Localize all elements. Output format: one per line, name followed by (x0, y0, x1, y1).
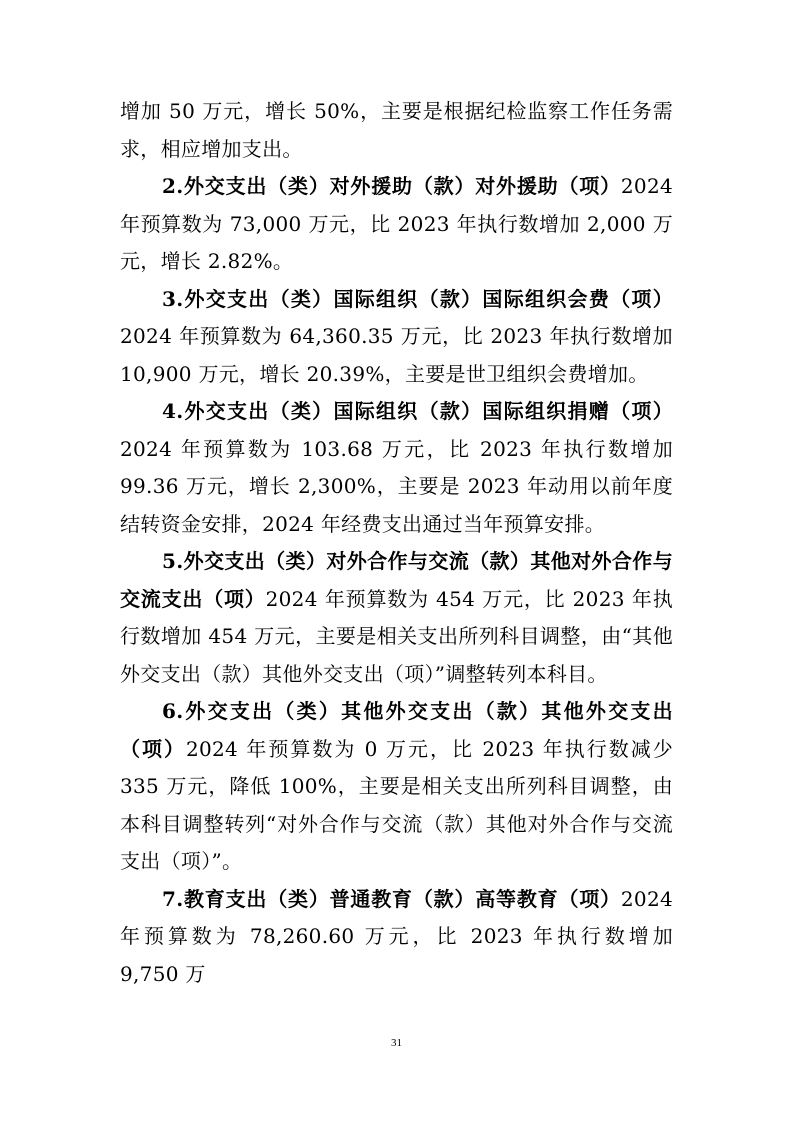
paragraph-continuation (120, 93, 673, 168)
paragraph-text: 2024年预算数为 78,260.60 万元，比 2023 年执行数增加 9,750 万 (120, 886, 673, 986)
paragraph-higher-education (120, 881, 673, 994)
paragraph-text: 2024 年预算数为 64,360.35 万元，比 2023 年执行数增加 10,900 万元，增长 20.39%，主要是世卫组织会费增加。 (120, 324, 673, 386)
paragraph-text: 2024 年预算数为 454 万元，比 2023 年执行数增加 454 万元，主要是相关支出所列科目调整，由“其他外交支出（款）其他外交支出（项）”调整转列本科目。 (120, 586, 674, 686)
paragraph-heading: 4.外交支出（类）国际组织（款）国际组织捐赠（项） (162, 399, 673, 423)
paragraph-other-diplomatic (120, 693, 673, 881)
paragraph-heading: 2.外交支出（类）对外援助（款）对外援助（项） (162, 174, 621, 198)
paragraph-intl-org-fees (120, 281, 673, 394)
paragraph-intl-org-donation (120, 393, 673, 543)
paragraph-heading: 6.外交支出（类）其他外交支出（款）其他外交支出（项） (120, 699, 673, 761)
paragraph-external-cooperation (120, 543, 673, 693)
page-number: 31 (391, 1037, 402, 1049)
paragraph-text: 2024 年预算数为 103.68 万元，比 2023 年执行数增加 99.36 万元，增长 2,300%，主要是 2023 年动用以前年度结转资金安排，2024 年经费支出通过当年预算安排。 (120, 436, 673, 536)
paragraph-heading: 5.外交支出（类）对外合作与交流（款）其他对外合作与交流支出（项） (120, 549, 673, 611)
paragraph-text: 增加 50 万元，增长 50%，主要是根据纪检监察工作任务需求，相应增加支出。 (120, 99, 673, 161)
paragraph-text: 2024 年预算数为 0 万元，比 2023 年执行数减少 335 万元，降低 100%，主要是相关支出所列科目调整，由本科目调整转列“对外合作与交流（款）其他对外合作与交流支出（项）”。 (120, 736, 673, 873)
paragraph-heading: 7.教育支出（类）普通教育（款）高等教育（项） (162, 886, 621, 911)
paragraph-heading: 3.外交支出（类）国际组织（款）国际组织会费（项） (162, 286, 673, 311)
paragraph-foreign-aid (120, 168, 673, 281)
paragraph-text: 2024年预算数为 73,000 万元，比 2023 年执行数增加 2,000 万元，增长 2.82%。 (120, 174, 673, 273)
body-text (120, 93, 673, 993)
